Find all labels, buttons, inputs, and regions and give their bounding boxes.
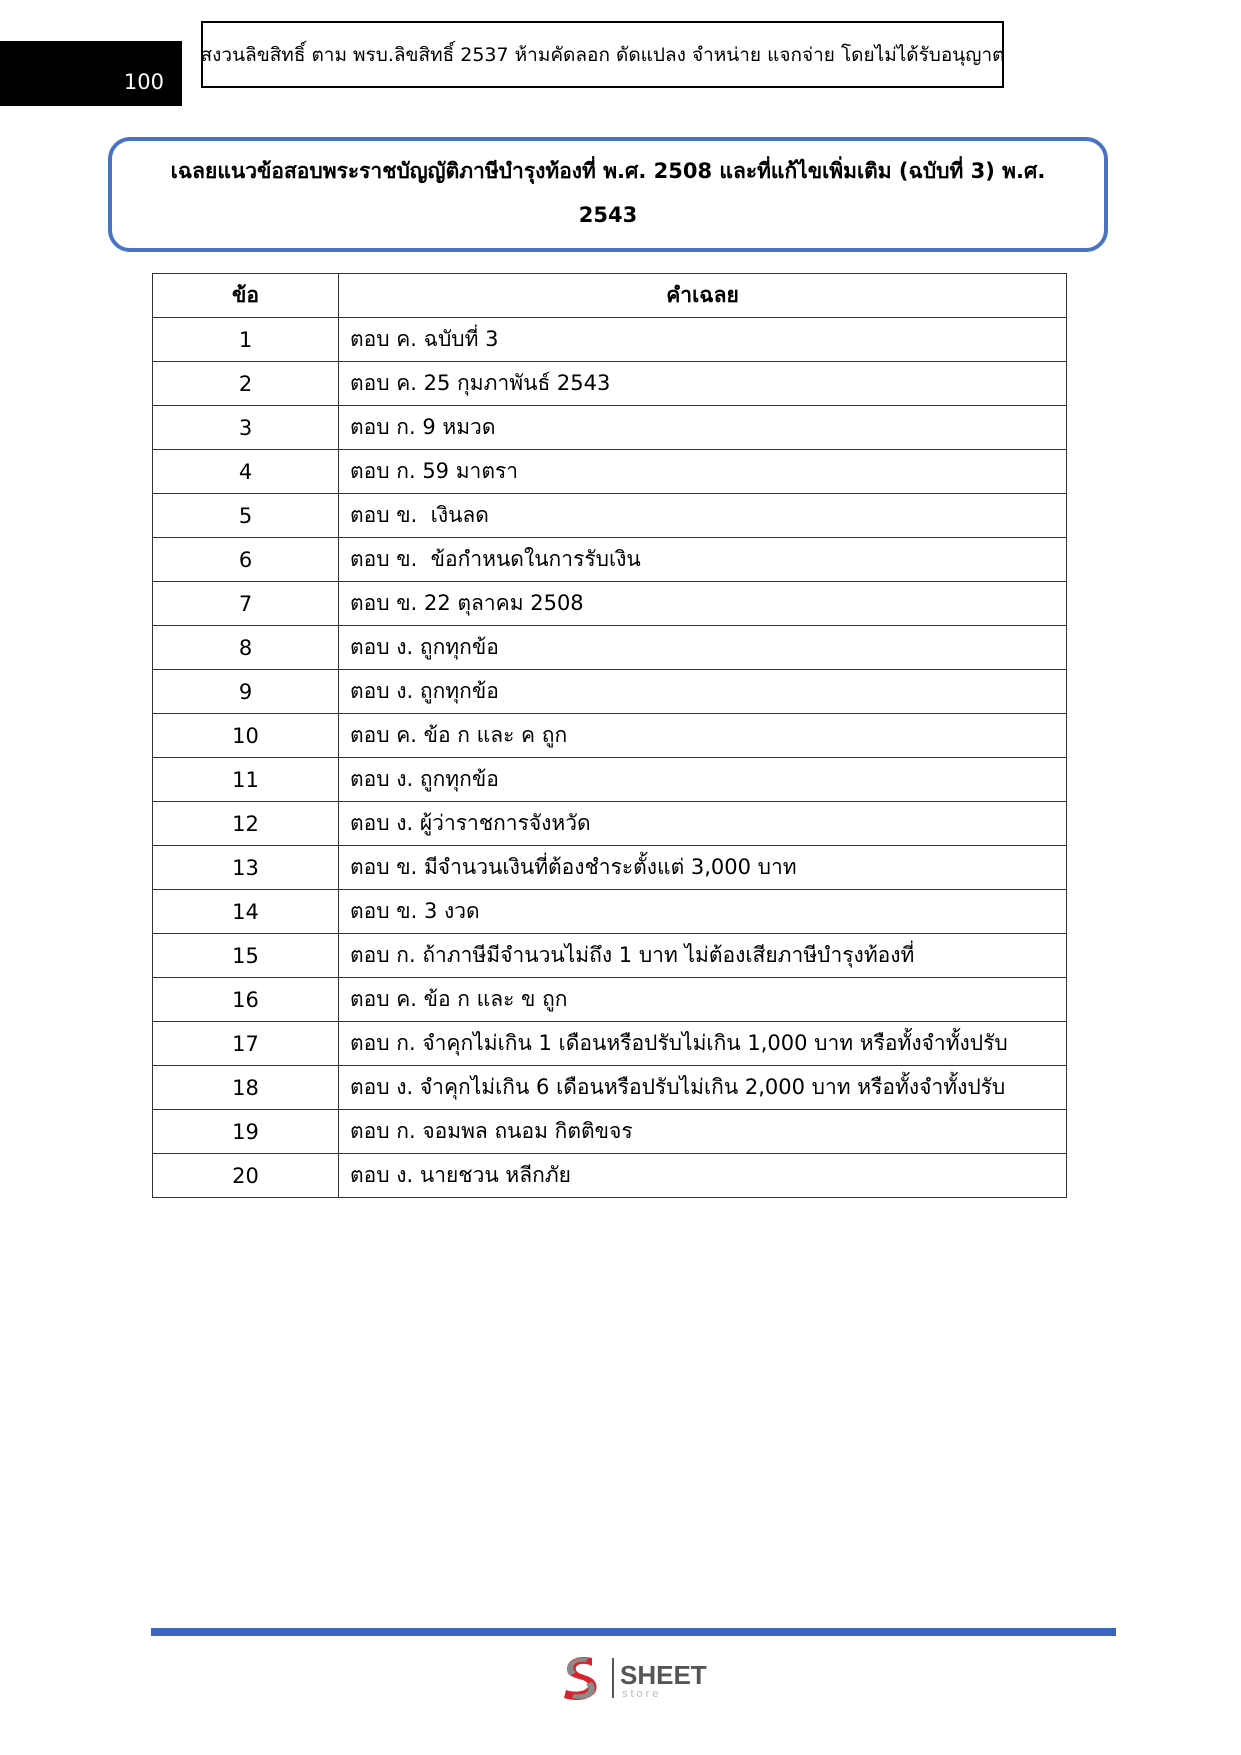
table-row xyxy=(153,934,1067,978)
sheet-store-logo xyxy=(556,1650,736,1706)
table-row xyxy=(153,846,1067,890)
table-row xyxy=(153,538,1067,582)
answer-text: ตอบ ง. ผู้ว่าราชการจังหวัด xyxy=(339,802,1067,846)
question-number: 20 xyxy=(153,1154,339,1198)
question-number: 1 xyxy=(153,318,339,362)
logo-s-icon xyxy=(564,1657,597,1700)
table-row xyxy=(153,450,1067,494)
question-number: 16 xyxy=(153,978,339,1022)
title-line-1: เฉลยแนวข้อสอบพระราชบัญญัติภาษีบำรุงท้องที่ พ.ศ. 2508 และที่แก้ไขเพิ่มเติม (ฉบับที่ 3) พ.ศ. xyxy=(170,159,1046,183)
answer-text: ตอบ ก. จำคุกไม่เกิน 1 เดือนหรือปรับไม่เกิน 1,000 บาท หรือทั้งจำทั้งปรับ xyxy=(339,1022,1067,1066)
table-row xyxy=(153,670,1067,714)
question-number: 5 xyxy=(153,494,339,538)
logo-subtext: store xyxy=(622,1688,662,1700)
table-row xyxy=(153,626,1067,670)
answer-table xyxy=(152,273,1067,1198)
answer-text: ตอบ ง. นายชวน หลีกภัย xyxy=(339,1154,1067,1198)
question-number: 12 xyxy=(153,802,339,846)
question-number: 2 xyxy=(153,362,339,406)
answer-text: ตอบ ค. ข้อ ก และ ข ถูก xyxy=(339,978,1067,1022)
table-row xyxy=(153,714,1067,758)
answer-text: ตอบ ค. 25 กุมภาพันธ์ 2543 xyxy=(339,362,1067,406)
answer-text: ตอบ ก. 59 มาตรา xyxy=(339,450,1067,494)
table-row xyxy=(153,1066,1067,1110)
copyright-notice: สงวนลิขสิทธิ์ ตาม พรบ.ลิขสิทธิ์ 2537 ห้ามคัดลอก ดัดแปลง จำหน่าย แจกจ่าย โดยไม่ได้รับอนุญาต xyxy=(201,21,1004,88)
table-row xyxy=(153,582,1067,626)
question-number: 18 xyxy=(153,1066,339,1110)
question-number: 3 xyxy=(153,406,339,450)
answer-text: ตอบ ข. เงินลด xyxy=(339,494,1067,538)
answer-text: ตอบ ง. ถูกทุกข้อ xyxy=(339,626,1067,670)
table-row xyxy=(153,318,1067,362)
title-line-2: 2543 xyxy=(578,203,638,227)
answer-text: ตอบ ข. 3 งวด xyxy=(339,890,1067,934)
table-row xyxy=(153,1154,1067,1198)
question-number: 6 xyxy=(153,538,339,582)
question-number: 13 xyxy=(153,846,339,890)
answer-text: ตอบ ก. 9 หมวด xyxy=(339,406,1067,450)
logo-text: SHEET xyxy=(620,1660,707,1690)
header-answer: คำเฉลย xyxy=(339,274,1067,318)
question-number: 8 xyxy=(153,626,339,670)
question-number: 10 xyxy=(153,714,339,758)
question-number: 19 xyxy=(153,1110,339,1154)
answer-text: ตอบ ข. มีจำนวนเงินที่ต้องชำระตั้งแต่ 3,000 บาท xyxy=(339,846,1067,890)
answer-text: ตอบ ก. จอมพล ถนอม กิตติขจร xyxy=(339,1110,1067,1154)
answer-text: ตอบ ข. ข้อกำหนดในการรับเงิน xyxy=(339,538,1067,582)
question-number: 7 xyxy=(153,582,339,626)
table-row xyxy=(153,1022,1067,1066)
answer-text: ตอบ ง. ถูกทุกข้อ xyxy=(339,670,1067,714)
page-number-box xyxy=(0,41,182,106)
table-row xyxy=(153,406,1067,450)
table-row xyxy=(153,978,1067,1022)
table-row xyxy=(153,494,1067,538)
table-row xyxy=(153,802,1067,846)
page-number: 100 xyxy=(123,70,164,94)
table-row xyxy=(153,890,1067,934)
question-number: 9 xyxy=(153,670,339,714)
question-number: 14 xyxy=(153,890,339,934)
question-number: 11 xyxy=(153,758,339,802)
answer-rows xyxy=(153,318,1067,1198)
answer-text: ตอบ ก. ถ้าภาษีมีจำนวนไม่ถึง 1 บาท ไม่ต้องเสียภาษีบำรุงท้องที่ xyxy=(339,934,1067,978)
header-number: ข้อ xyxy=(153,274,339,318)
question-number: 17 xyxy=(153,1022,339,1066)
answer-text: ตอบ ข. 22 ตุลาคม 2508 xyxy=(339,582,1067,626)
answer-text: ตอบ ง. จำคุกไม่เกิน 6 เดือนหรือปรับไม่เกิน 2,000 บาท หรือทั้งจำทั้งปรับ xyxy=(339,1066,1067,1110)
answer-text: ตอบ ง. ถูกทุกข้อ xyxy=(339,758,1067,802)
footer-line xyxy=(151,1628,1116,1636)
title-box xyxy=(108,137,1108,252)
table-row xyxy=(153,758,1067,802)
question-number: 15 xyxy=(153,934,339,978)
table-row xyxy=(153,1110,1067,1154)
answer-text: ตอบ ค. ข้อ ก และ ค ถูก xyxy=(339,714,1067,758)
table-header-row xyxy=(153,274,1067,318)
table-row xyxy=(153,362,1067,406)
question-number: 4 xyxy=(153,450,339,494)
answer-text: ตอบ ค. ฉบับที่ 3 xyxy=(339,318,1067,362)
